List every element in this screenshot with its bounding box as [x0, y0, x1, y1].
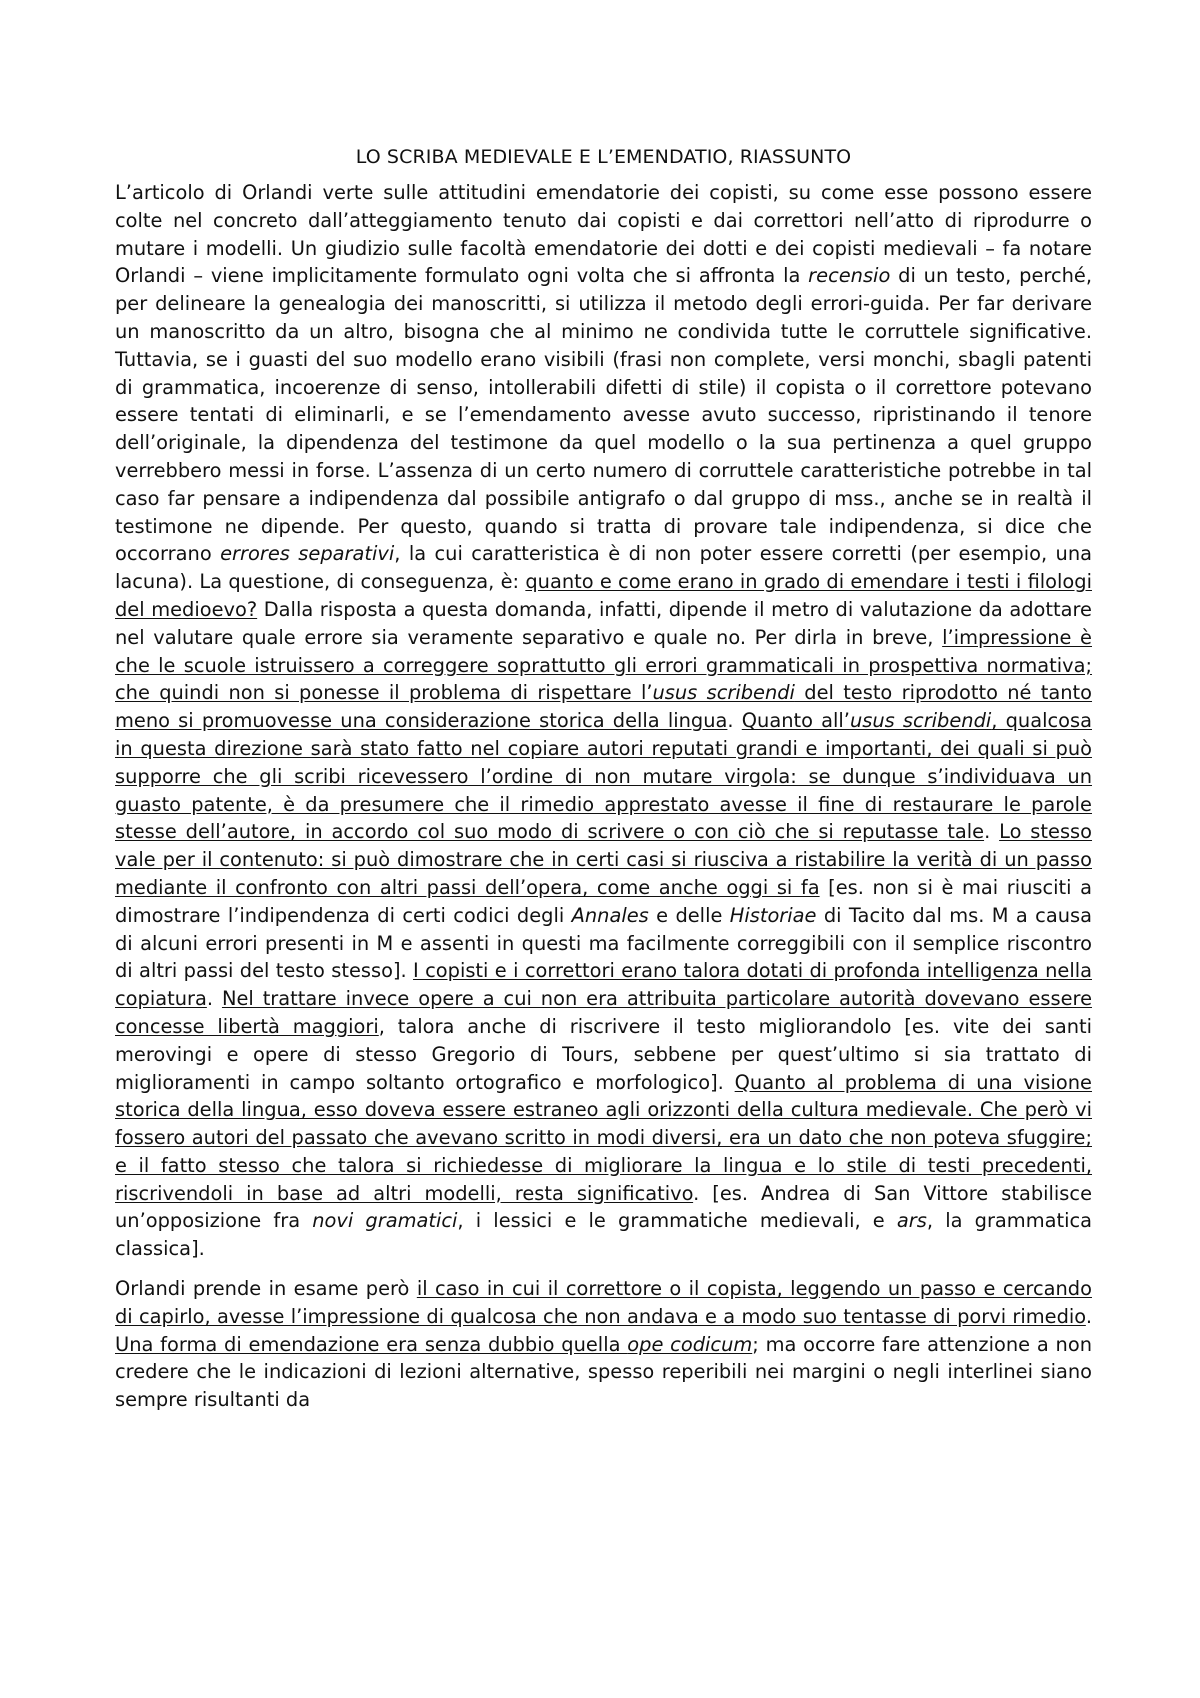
text-run: Dalla risposta a questa domanda, infatti, dipende il metro di valutazione da adottare nel valutare quale errore sia veramente separativo e quale no. Per dirla in breve,	[115, 597, 1092, 649]
text-run: .	[727, 709, 742, 733]
italic-term: ars	[896, 1209, 927, 1233]
text-run: , talora anche di riscrivere il testo migliorandolo [es. vite dei santi merovingi e opere di stesso Gregorio di Tours, sebbene per quest’ultimo si sia trattato di miglioramenti in campo soltanto ortografico e morfologico].	[115, 1014, 1092, 1094]
text-run: L’articolo di Orlandi verte sulle attitudini emendatorie dei copisti, su come esse possono essere colte nel concreto dall’atteggiamento tenuto dai copisti e dai correttori nell’atto di riprodurre o mutare i modelli. Un giudizio sulle facoltà emendatorie dei dotti e dei copisti medievali – fa notare Orlandi – viene implicitamente formulato ogni volta che si affronta la	[115, 181, 1092, 288]
text-run: l’impressione è che le scuole istruissero a correggere soprattutto gli errori grammaticali in prospettiva normativa; che quindi non si ponesse il problema di rispettare l’	[115, 625, 1092, 705]
text-run: , i lessici e le grammatiche medievali, e	[457, 1209, 897, 1233]
paragraph-1	[115, 179, 1092, 1263]
text-run: .	[1085, 1304, 1092, 1328]
italic-term: novi gramatici	[312, 1209, 458, 1233]
text-run: di un testo, perché, per delineare la genealogia dei manoscritti, si utilizza il metodo degli errori-guida. Per far derivare un manoscritto da un altro, bisogna che al minimo ne condivida tutte le corruttele significative. Tuttavia, se i guasti del suo modello erano visibili (frasi non complete, versi monchi, sbagli patenti di grammatica, incoerenze di senso, intollerabili difetti di stile) il copista o il correttore potevano essere tentati di eliminarli, e se l’emendamento avesse avuto successo, ripristinando il tenore dell’originale, la dipendenza del testimone da quel modello o la sua pertinenza a quel gruppo verrebbero messi in forse. L’assenza di un certo numero di corruttele caratteristiche potrebbe in tal caso far pensare a indipendenza dal possibile antigrafo o dal gruppo di mss., anche se in realtà il testimone ne dipende. Per questo, quando si tratta di provare tale indipendenza, si dice che occorrano	[115, 264, 1092, 566]
text-run: di Tacito dal ms. M a causa di alcuni errori presenti in M e assenti in questi ma facilmente correggibili con il semplice riscontro di altri passi del testo stesso].	[115, 903, 1092, 983]
document-title: LO SCRIBA MEDIEVALE E L’EMENDATIO, RIASSUNTO	[355, 146, 852, 168]
italic-term: Annales	[571, 903, 649, 927]
text-run: . [es. Andrea di San Vittore stabilisce un’opposizione fra	[115, 1181, 1092, 1233]
underlined-passage: I copisti e i correttori erano talora dotati di profonda intelligenza nella copiatura	[115, 959, 1092, 1011]
text-run: , qualcosa in questa direzione sarà stato fatto nel copiare autori reputati grandi e importanti, dei quali si può supporre che gli scribi ricevessero l’ordine di non mutare virgola: se dunque s’individuava un guasto patente, è da presumere che il rimedio apprestato avesse il fine di restaurare le parole stesse dell’autore, in accordo col suo modo di scrivere o con ciò che si reputasse tale	[115, 709, 1092, 844]
underlined-passage: quanto e come erano in grado di emendare i testi i filologi del medioevo?	[115, 570, 1092, 621]
underlined-passage	[115, 1333, 752, 1356]
italic-term: errores separativi	[220, 542, 395, 566]
text-run: Quanto all’	[741, 709, 850, 733]
italic-term: ope codicum	[627, 1332, 753, 1356]
underlined-passage: Nel trattare invece opere a cui non era attribuita particolare autorità dovevano essere concesse libertà maggiori	[115, 987, 1092, 1038]
text-run: ; ma occorre fare attenzione a non credere che le indicazioni di lezioni alternative, spesso reperibili nei margini o negli interlinei siano sempre risultanti da	[115, 1332, 1092, 1412]
text-run: [es. non si è mai riusciti a dimostrare l’indipendenza di certi codici degli	[115, 875, 1092, 927]
underlined-passage: il caso in cui il correttore o il copista, leggendo un passo e cercando di capirlo, avesse l’impressione di qualcosa che non andava e a modo suo tentasse di porvi rimedio	[115, 1277, 1092, 1328]
underlined-passage: Quanto al problema di una visione storica della lingua, esso doveva essere estraneo agli orizzonti della cultura medievale. Che però vi fossero autori del passato che avevano scritto in modi diversi, era un dato che non poteva sfuggire; e il fatto stesso che talora si richiedesse di migliorare la lingua e lo stile di testi precedenti, riscrivendoli in base ad altri modelli, resta significativo	[115, 1070, 1092, 1205]
text-run: , la grammatica classica].	[115, 1209, 1093, 1261]
italic-term: recensio	[808, 264, 891, 288]
italic-term: Historiae	[729, 903, 817, 927]
text-run: .	[206, 987, 222, 1011]
text-run: Una forma di emendazione era senza dubbio quella	[115, 1332, 628, 1356]
text-run: del testo riprodotto né tanto meno si promuovesse una considerazione storica della lingua	[115, 681, 1093, 733]
text-run: , la cui caratteristica è di non poter essere corretti (per esempio, una lacuna). La questione, di conseguenza, è:	[115, 542, 1092, 594]
text-run: Orlandi prende in esame però	[115, 1277, 417, 1301]
underlined-passage: Lo stesso vale per il contenuto: si può dimostrare che in certi casi si riusciva a ristabilire la verità di un passo mediante il confronto con altri passi dell’opera, come anche oggi si fa	[115, 820, 1093, 899]
italic-term: usus scribendi	[652, 681, 795, 705]
italic-term: usus scribendi	[849, 709, 992, 733]
text-run: .	[984, 820, 1000, 844]
text-run: e delle	[648, 903, 730, 927]
paragraph-2	[115, 1275, 1092, 1414]
